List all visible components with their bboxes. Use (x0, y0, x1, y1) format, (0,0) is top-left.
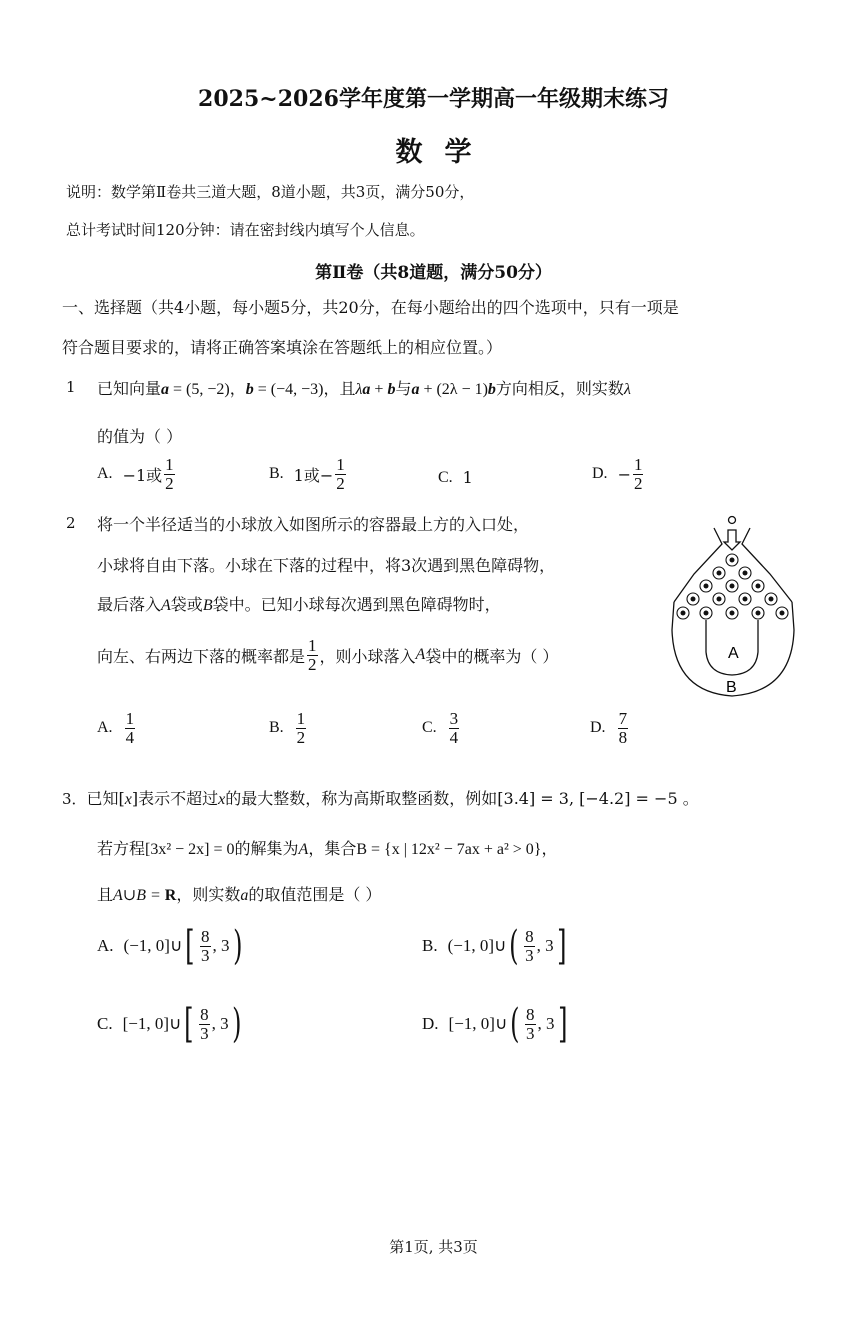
section-heading-line-1: 一、选择题（共4小题，每小题5分，共20分，在每小题给出的四个选项中，只有一项是 (62, 298, 679, 317)
question-2-option-c[interactable]: C. $\frac{3}{4}$ (422, 709, 459, 747)
question-1-line-1: 已知向量a = (5, −2)，b = (−4, −3)，且λa + b与a + (2λ − 1)b方向相反，则实数λ (97, 379, 631, 398)
question-2-option-a[interactable]: A. $\frac{1}{4}$ (97, 709, 135, 747)
page-footer: 第1页, 共3页 (389, 1238, 478, 1256)
fraction: $\frac{8}{3}$ (201, 926, 210, 965)
fraction: $\frac{1}{2}$ (633, 455, 643, 493)
fraction: $\frac{1}{2}$ (308, 636, 317, 674)
question-2-number: 2 (66, 514, 76, 532)
bag-a-label: A (728, 645, 739, 662)
fraction: $\frac{1}{2}$ (336, 455, 345, 493)
question-2-option-d[interactable]: D. $\frac{7}{8}$ (590, 709, 628, 747)
fraction: $\frac{1}{2}$ (165, 455, 174, 493)
question-2-line-3: 最后落入A袋或B袋中。已知小球每次遇到黑色障碍物时， (97, 595, 501, 614)
fraction: $\frac{8}{3}$ (525, 926, 534, 965)
container-left-wall (674, 528, 722, 602)
galton-box-figure (664, 512, 804, 708)
part-title: 第Ⅱ卷（共8道题，满分50分） (315, 263, 552, 283)
ball-icon (729, 517, 736, 524)
question-3-number: 3． (62, 790, 87, 808)
question-3-option-a[interactable]: A. (−1, 0]∪ [ $\frac{8}{3}$ , 3 ) (97, 923, 242, 969)
fraction: $\frac{7}{8}$ (618, 709, 628, 747)
question-3-line-3: 且A∪B = R，则实数a的取值范围是（ ） (97, 885, 382, 904)
container-right-wall (742, 528, 792, 602)
question-1-line-2: 的值为（ ） (97, 427, 183, 446)
question-3-option-d[interactable]: D. [−1, 0]∪ ( $\frac{8}{3}$ , 3 ] (422, 1001, 567, 1047)
question-3-line-2: 若方程[3x² − 2x] = 0的解集为A，集合B = {x | 12x² − 7ax + a² > 0}， (97, 839, 558, 858)
question-1-option-a[interactable]: A. −1或 $\frac{1}{2}$ (97, 455, 174, 493)
fraction: $\frac{8}{3}$ (526, 1004, 535, 1043)
bag-b-label: B (726, 679, 737, 696)
question-1-number: 1 (66, 378, 76, 396)
question-2-line-4: 向左、右两边下落的概率都是 $\frac{1}{2}$ ，则小球落入 A 袋中的概率为（ ） (97, 636, 559, 674)
instructions-line-1: 说明：数学第Ⅱ卷共三道大题，8道小题，共3页，满分50分， (66, 183, 475, 201)
fraction: $\frac{8}{3}$ (200, 1004, 209, 1043)
fraction: $\frac{1}{2}$ (296, 709, 306, 747)
question-2-line-1: 将一个半径适当的小球放入如图所示的容器最上方的入口处， (97, 515, 530, 534)
fraction: $\frac{1}{4}$ (125, 709, 135, 747)
question-1-option-b[interactable]: B. 1或− $\frac{1}{2}$ (269, 455, 345, 493)
instructions-line-2: 总计考试时间120分钟：请在密封线内填写个人信息。 (66, 221, 425, 239)
question-3-option-b[interactable]: B. (−1, 0]∪ ( $\frac{8}{3}$ , 3 ] (422, 923, 567, 969)
question-2-option-b[interactable]: B. $\frac{1}{2}$ (269, 709, 306, 747)
question-1-option-c[interactable]: C. 1 (438, 468, 473, 487)
question-3-line-1: 3．已知[x]表示不超过x的最大整数，称为高斯取整函数，例如[3.4] = 3, [−4.2] = −5 。 (62, 789, 699, 808)
question-3-option-c[interactable]: C. [−1, 0]∪ [ $\frac{8}{3}$ , 3 ) (97, 1001, 242, 1047)
question-2-line-2: 小球将自由下落。小球在下落的过程中，将3次遇到黑色障碍物， (97, 556, 556, 575)
section-heading-line-2: 符合题目要求的，请将正确答案填涂在答题纸上的相应位置。） (62, 338, 503, 357)
subject-title: 数学 (395, 137, 494, 168)
arrow-down-icon (724, 530, 740, 550)
question-1-option-d[interactable]: D. − $\frac{1}{2}$ (592, 455, 643, 493)
fraction: $\frac{3}{4}$ (449, 709, 459, 747)
exam-title: 2025~2026学年度第一学期高一年级期末练习 (198, 86, 669, 112)
